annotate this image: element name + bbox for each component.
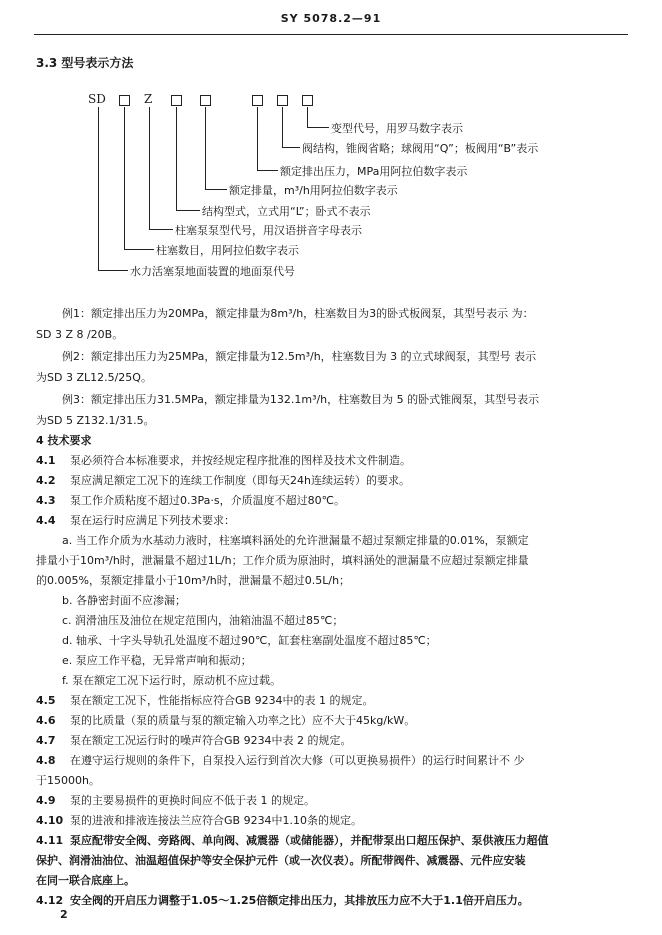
leader-variant-h — [307, 127, 329, 128]
clause-number: 4.6 — [36, 714, 56, 727]
example-2-line-1: 例2：额定排出压力为25MPa，额定排量为12.5m³/h，柱塞数目为 3 的立式球阀泵，其型号 表示 — [62, 350, 537, 363]
annotation-pressure: 额定排出压力，MPa用阿拉伯数字表示 — [280, 165, 468, 178]
clause-text: 泵的主要易损件的更换时间应不低于表 1 的规定。 — [70, 794, 315, 807]
example-3-line-2: 为SD 5 Z132.1/31.5。 — [36, 414, 155, 427]
clause-4-4-a-line-1: a. 当工作介质为水基动力液时，柱塞填料涵处的允许泄漏量不超过泵额定排量的0.01%，泵额定 — [62, 534, 529, 547]
code-box-structure — [171, 95, 182, 106]
clause-text: 泵在额定工况下，性能指标应符合GB 9234中的表 1 的规定。 — [70, 694, 374, 707]
clause-4-4-d: d. 轴承、十字头导轨孔处温度不超过90℃，缸套柱塞副处温度不超过85℃； — [62, 634, 437, 647]
clause-number: 4.10 — [36, 814, 64, 827]
leader-valve-h — [282, 147, 300, 148]
leader-pump-type-v — [149, 107, 150, 229]
clause-4-4-e: e. 泵应工作平稳，无异常声响和振动； — [62, 654, 252, 667]
leader-pressure-h — [257, 170, 278, 171]
clause-text: 泵在额定工况运行时的噪声符合GB 9234中表 2 的规定。 — [70, 734, 352, 747]
clause-4-9 — [36, 792, 315, 808]
annotation-pump-type: 柱塞泵泵型代号，用汉语拼音字母表示 — [175, 224, 362, 237]
clause-4-8-cont: 于15000h。 — [36, 774, 100, 787]
annotation-displacement: 额定排量，m³/h用阿拉伯数字表示 — [229, 184, 398, 197]
clause-number: 4.8 — [36, 754, 56, 767]
clause-4-6 — [36, 712, 415, 728]
annotation-prefix: 水力活塞泵地面装置的地面泵代号 — [130, 265, 295, 278]
clause-number: 4.1 — [36, 454, 56, 467]
annotation-structure: 结构型式，立式用“L”；卧式不表示 — [202, 205, 371, 218]
leader-pressure-v — [257, 107, 258, 170]
clause-4-8 — [36, 752, 525, 768]
clause-4-11-cont-2: 在同一联合底座上。 — [36, 874, 135, 887]
example-1-line-1: 例1：额定排出压力为20MPa，额定排量为8m³/h，柱塞数目为3的卧式板阀泵，其型号表示 为： — [62, 307, 534, 320]
clause-number: 4.4 — [36, 514, 56, 527]
clause-number: 4.3 — [36, 494, 56, 507]
clause-4-3 — [36, 492, 345, 508]
leader-valve-v — [282, 107, 283, 147]
clause-4-4-f: f. 泵在额定工况下运行时，原动机不应过载。 — [62, 674, 282, 687]
clause-4-4-b: b. 各静密封面不应渗漏； — [62, 594, 186, 607]
clause-number: 4.7 — [36, 734, 56, 747]
clause-4-1 — [36, 452, 411, 468]
code-box-valve — [277, 95, 288, 106]
leader-plunger-count-h — [124, 249, 154, 250]
code-box-pressure — [252, 95, 263, 106]
clause-4-7 — [36, 732, 352, 748]
code-prefix: SD — [88, 92, 106, 106]
clause-text: 泵工作介质粘度不超过0.3Pa·s，介质温度不超过80℃。 — [70, 494, 345, 507]
clause-text: 泵应满足额定工况下的连续工作制度（即每天24h连续运转）的要求。 — [70, 474, 410, 487]
code-box-displacement — [200, 95, 211, 106]
clause-number: 4.5 — [36, 694, 56, 707]
clause-4-11-cont-1: 保护、润滑油油位、油温超值保护等安全保护元件（或一次仪表）。所配带阀件、减震器、元件应安装 — [36, 854, 526, 867]
clause-4-5 — [36, 692, 374, 708]
clause-text: 泵必须符合本标准要求，并按经规定程序批准的图样及技术文件制造。 — [70, 454, 411, 467]
clause-number: 4.2 — [36, 474, 56, 487]
example-2-line-2: 为SD 3 ZL12.5/25Q。 — [36, 371, 152, 384]
annotation-variant: 变型代号，用罗马数字表示 — [331, 122, 463, 135]
section-4-heading: 4 技术要求 — [36, 434, 92, 447]
clause-4-11 — [36, 832, 549, 848]
clause-number: 4.11 — [36, 834, 64, 847]
leader-pump-type-h — [149, 229, 173, 230]
clause-text: 在遵守运行规则的条件下，自泵投入运行到首次大修（可以更换易损件）的运行时间累计不 少 — [70, 754, 525, 767]
standard-number-header: SY 5078.2—91 — [280, 12, 382, 25]
clause-4-2 — [36, 472, 410, 488]
leader-prefix-h — [98, 270, 128, 271]
example-1-line-2: SD 3 Z 8 /20B。 — [36, 328, 124, 341]
example-3-line-1: 例3：额定排出压力31.5MPa，额定排量为132.1m³/h，柱塞数目为 5 的卧式锥阀泵，其型号表示 — [62, 393, 540, 406]
clause-4-12 — [36, 892, 529, 908]
clause-4-4-a-line-2: 排量小于10m³/h时，泄漏量不超过1L/h；工作介质为原油时，填料涵处的泄漏量不应超过泵额定排量 — [36, 554, 529, 567]
clause-4-10 — [36, 812, 362, 828]
leader-plunger-count-v — [124, 107, 125, 249]
leader-structure-v — [176, 107, 177, 210]
clause-text: 泵的比质量（泵的质量与泵的额定输入功率之比）应不大于45kg/kW。 — [70, 714, 416, 727]
leader-variant-v — [307, 107, 308, 127]
leader-displacement-v — [205, 107, 206, 189]
code-letter-z: Z — [144, 92, 153, 106]
leader-displacement-h — [205, 189, 227, 190]
section-3-3-heading: 3.3 型号表示方法 — [36, 56, 134, 70]
model-code-diagram — [0, 0, 662, 290]
clause-4-4-c: c. 润滑油压及油位在规定范围内，油箱油温不超过85℃； — [62, 614, 344, 627]
clause-number: 4.12 — [36, 894, 64, 907]
clause-number: 4.9 — [36, 794, 56, 807]
clause-4-4-a-line-3: 的0.005%，泵额定排量小于10m³/h时，泄漏量不超过0.5L/h； — [36, 574, 351, 587]
leader-structure-h — [176, 210, 200, 211]
leader-prefix-v — [98, 107, 99, 270]
page-number: 2 — [60, 908, 68, 921]
clause-4-4 — [36, 512, 235, 528]
clause-text: 泵的进液和排液连接法兰应符合GB 9234中1.10条的规定。 — [70, 814, 363, 827]
annotation-valve: 阀结构，锥阀省略；球阀用“Q”；板阀用“B”表示 — [302, 142, 539, 155]
clause-text: 泵在运行时应满足下列技术要求： — [70, 514, 235, 527]
clause-text: 安全阀的开启压力调整于1.05～1.25倍额定排出压力，其排放压力应不大于1.1倍开启压力。 — [70, 894, 529, 907]
clause-text: 泵应配带安全阀、旁路阀、单向阀、减震器（或储能器），并配带泵出口超压保护、泵供液压力超值 — [70, 834, 549, 847]
code-box-plunger-count — [119, 95, 130, 106]
annotation-plunger-count: 柱塞数目，用阿拉伯数字表示 — [156, 244, 299, 257]
code-box-variant — [302, 95, 313, 106]
